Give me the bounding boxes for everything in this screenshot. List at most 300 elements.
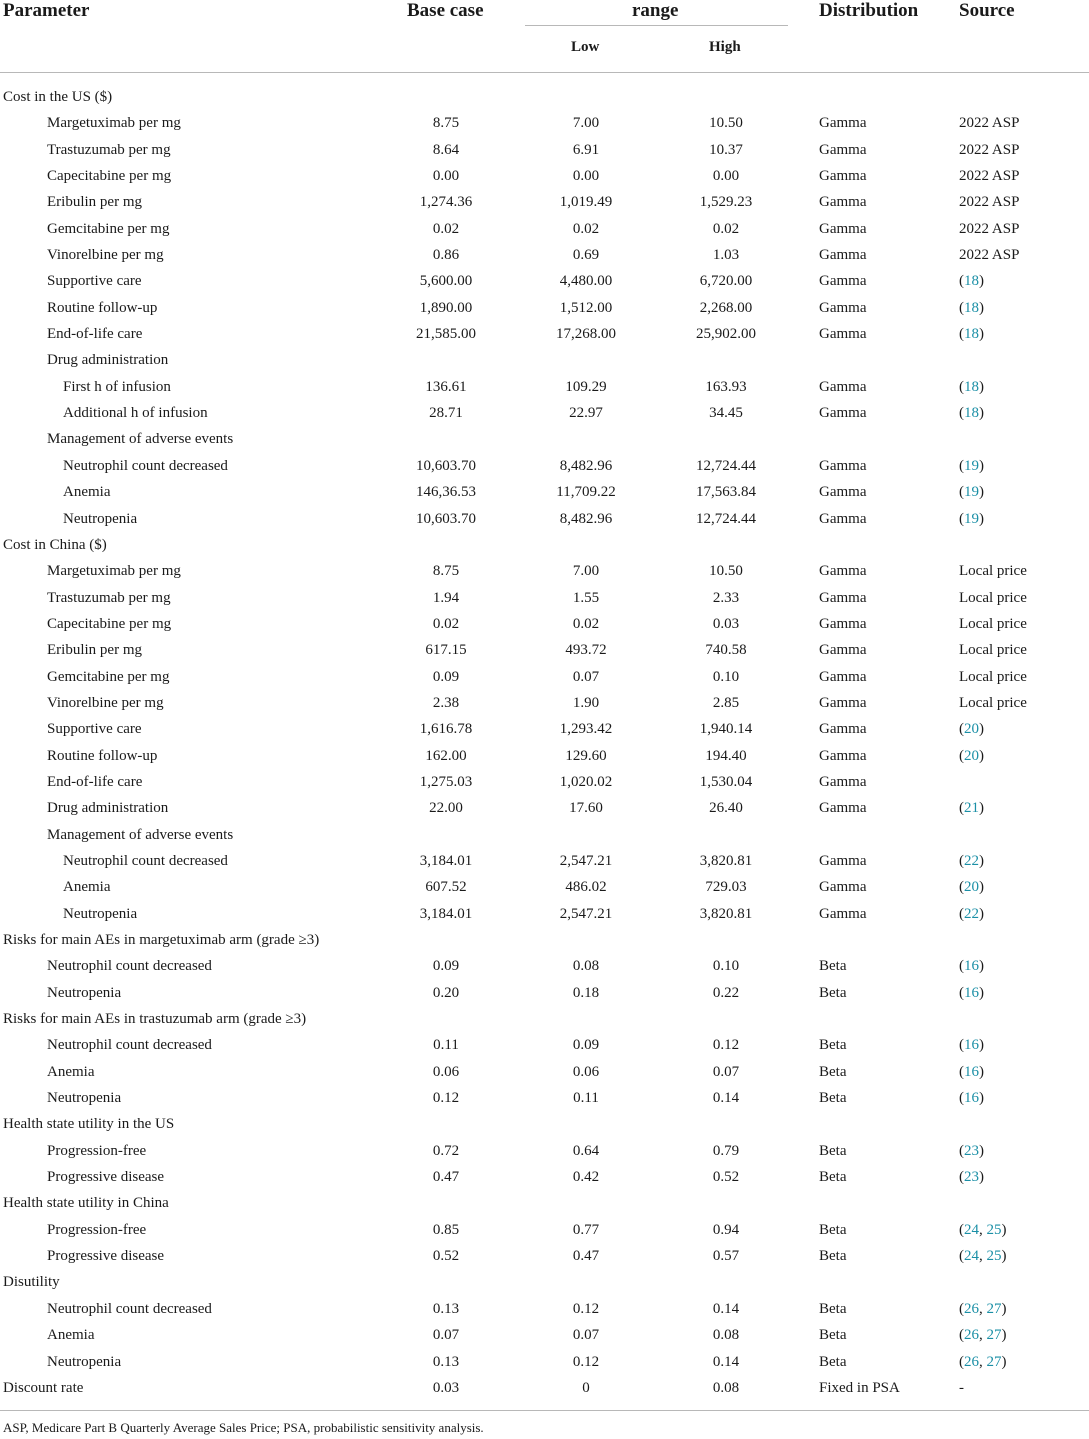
low-cell: 6.91 xyxy=(572,141,600,158)
parameter-cell: Cost in China ($) xyxy=(3,536,107,553)
base-case-cell: 617.15 xyxy=(425,642,467,659)
parameter-cell: Vinorelbine per mg xyxy=(47,694,164,711)
source-cell: Local price xyxy=(959,694,1027,711)
table-row xyxy=(0,769,1089,795)
distribution-cell: Gamma xyxy=(819,773,867,790)
base-case-cell: 3,184.01 xyxy=(419,852,473,869)
source-cell: (26, 27) xyxy=(959,1300,1007,1317)
high-cell: 2,268.00 xyxy=(699,299,753,316)
table-section-row xyxy=(0,927,1089,953)
parameter-cell: End-of-life care xyxy=(47,773,143,790)
reference-link[interactable]: 16 xyxy=(964,958,979,975)
reference-link[interactable]: 16 xyxy=(964,984,979,1001)
base-case-cell: 0.09 xyxy=(432,958,460,975)
reference-link[interactable]: 16 xyxy=(964,1063,979,1080)
distribution-cell: Beta xyxy=(819,1142,847,1159)
source-cell: 2022 ASP xyxy=(959,194,1020,211)
parameter-cell: Neutropenia xyxy=(47,1090,122,1107)
parameter-cell: Capecitabine per mg xyxy=(47,168,172,185)
table-row xyxy=(0,110,1089,136)
base-case-cell: 607.52 xyxy=(425,879,467,896)
distribution-cell: Gamma xyxy=(819,642,867,659)
parameter-cell: Neutrophil count decreased xyxy=(47,1037,212,1054)
base-case-cell: 0.03 xyxy=(432,1379,460,1396)
table-row xyxy=(0,848,1089,874)
table-row xyxy=(0,479,1089,505)
low-cell: 0.69 xyxy=(572,247,600,264)
high-cell: 2.85 xyxy=(712,694,740,711)
parameter-cell: Gemcitabine per mg xyxy=(47,668,170,685)
parameter-cell: Progression-free xyxy=(47,1221,147,1238)
distribution-cell: Gamma xyxy=(819,194,867,211)
low-cell: 1,019.49 xyxy=(559,194,613,211)
reference-link[interactable]: 18 xyxy=(964,405,979,422)
table-row xyxy=(0,953,1089,979)
high-cell: 10.50 xyxy=(709,563,743,580)
low-cell: 7.00 xyxy=(572,563,600,580)
high-cell: 0.00 xyxy=(712,168,740,185)
table-row xyxy=(0,716,1089,742)
distribution-cell: Gamma xyxy=(819,905,867,922)
reference-link[interactable]: 25 xyxy=(986,1221,1002,1238)
source-cell: (20) xyxy=(959,721,984,738)
table-row xyxy=(0,321,1089,347)
table-section-row xyxy=(0,84,1089,110)
base-case-cell: 0.52 xyxy=(432,1248,460,1265)
high-cell: 12,724.44 xyxy=(696,457,756,474)
table-body xyxy=(0,84,1089,1401)
low-cell: 0.02 xyxy=(572,615,600,632)
distribution-cell: Gamma xyxy=(819,273,867,290)
table-row xyxy=(0,1322,1089,1348)
reference-link[interactable]: 21 xyxy=(964,800,979,817)
table-row xyxy=(0,1217,1089,1243)
base-case-cell: 22.00 xyxy=(429,800,463,817)
low-cell: 0.47 xyxy=(572,1248,600,1265)
reference-link[interactable]: 19 xyxy=(964,484,979,501)
base-case-cell: 28.71 xyxy=(429,405,463,422)
reference-link[interactable]: 16 xyxy=(964,1037,979,1054)
distribution-cell: Beta xyxy=(819,1169,847,1186)
reference-link[interactable]: 22 xyxy=(964,852,979,869)
reference-link[interactable]: 18 xyxy=(964,326,979,343)
reference-link[interactable]: 26 xyxy=(964,1327,979,1344)
high-cell: 729.03 xyxy=(705,879,747,896)
low-cell: 109.29 xyxy=(565,378,607,395)
low-cell: 0.77 xyxy=(572,1221,600,1238)
header-source: Source xyxy=(959,0,1015,21)
high-cell: 25,902.00 xyxy=(696,326,756,343)
source-cell: (16) xyxy=(959,1063,984,1080)
distribution-cell: Gamma xyxy=(819,405,867,422)
high-cell: 1,940.14 xyxy=(699,721,753,738)
table-row xyxy=(0,374,1089,400)
table-row xyxy=(0,1085,1089,1111)
low-cell: 129.60 xyxy=(565,747,607,764)
header-low: Low xyxy=(571,39,600,55)
table-row xyxy=(0,1138,1089,1164)
table-row xyxy=(0,453,1089,479)
parameter-cell: Management of adverse events xyxy=(47,431,234,448)
base-case-cell: 0.11 xyxy=(433,1037,459,1054)
distribution-cell: Gamma xyxy=(819,694,867,711)
header-base-case: Base case xyxy=(407,0,484,21)
base-case-cell: 0.47 xyxy=(432,1169,460,1186)
source-cell: (23) xyxy=(959,1169,984,1186)
reference-link[interactable]: 18 xyxy=(964,273,979,290)
parameter-cell: Neutropenia xyxy=(47,984,122,1001)
reference-link[interactable]: 22 xyxy=(964,905,979,922)
high-cell: 2.33 xyxy=(712,589,740,606)
parameter-cell: Margetuximab per mg xyxy=(47,115,181,132)
table-header xyxy=(0,0,1089,26)
table-row xyxy=(0,1032,1089,1058)
reference-link[interactable]: 16 xyxy=(964,1090,979,1107)
low-cell: 0.07 xyxy=(572,1327,600,1344)
high-cell: 0.52 xyxy=(712,1169,740,1186)
high-cell: 163.93 xyxy=(705,378,747,395)
low-cell: 0.12 xyxy=(572,1300,600,1317)
table-row xyxy=(0,980,1089,1006)
low-cell: 1.55 xyxy=(572,589,600,606)
source-cell: (18) xyxy=(959,378,984,395)
parameter-cell: Trastuzumab per mg xyxy=(47,589,171,606)
table-row xyxy=(0,137,1089,163)
parameter-cell: Neutropenia xyxy=(63,510,138,527)
distribution-cell: Beta xyxy=(819,1300,847,1317)
high-cell: 10.50 xyxy=(709,115,743,132)
high-cell: 0.07 xyxy=(712,1063,740,1080)
parameter-cell: Health state utility in the US xyxy=(3,1116,175,1133)
parameter-cell: Discount rate xyxy=(3,1379,84,1396)
table-row xyxy=(0,1349,1089,1375)
table-row xyxy=(0,874,1089,900)
source-cell: Local price xyxy=(959,642,1027,659)
base-case-cell: 0.02 xyxy=(432,615,460,632)
high-cell: 0.02 xyxy=(712,220,740,237)
high-cell: 0.08 xyxy=(712,1379,740,1396)
high-cell: 0.10 xyxy=(712,668,740,685)
reference-link[interactable]: 20 xyxy=(964,747,979,764)
table-row xyxy=(0,426,1089,452)
source-cell: - xyxy=(959,1379,964,1396)
parameter-cell: Neutropenia xyxy=(47,1353,122,1370)
base-case-cell: 10,603.70 xyxy=(416,510,476,527)
base-case-cell: 0.86 xyxy=(432,247,460,264)
parameter-cell: Progressive disease xyxy=(47,1169,165,1186)
base-case-cell: 8.75 xyxy=(432,115,460,132)
reference-link[interactable]: 24 xyxy=(964,1248,979,1265)
high-cell: 3,820.81 xyxy=(699,905,753,922)
reference-link[interactable]: 24 xyxy=(964,1221,979,1238)
reference-link[interactable]: 23 xyxy=(964,1169,979,1186)
parameter-cell: Additional h of infusion xyxy=(63,405,208,422)
table-row xyxy=(0,901,1089,927)
table-section-row xyxy=(0,532,1089,558)
high-cell: 12,724.44 xyxy=(696,510,756,527)
low-cell: 0.07 xyxy=(572,668,600,685)
base-case-cell: 8.75 xyxy=(432,563,460,580)
reference-link[interactable]: 25 xyxy=(986,1248,1002,1265)
reference-link[interactable]: 20 xyxy=(964,721,979,738)
source-cell: (16) xyxy=(959,1037,984,1054)
distribution-cell: Gamma xyxy=(819,457,867,474)
high-cell: 1,530.04 xyxy=(699,773,753,790)
table-section-row xyxy=(0,1269,1089,1295)
low-cell: 17,268.00 xyxy=(556,326,616,343)
high-cell: 0.14 xyxy=(712,1300,740,1317)
low-cell: 1,020.02 xyxy=(559,773,613,790)
table-row xyxy=(0,1059,1089,1085)
base-case-cell: 162.00 xyxy=(425,747,467,764)
reference-link[interactable]: 19 xyxy=(964,510,979,527)
high-cell: 1.03 xyxy=(712,247,740,264)
low-cell: 17.60 xyxy=(569,800,603,817)
low-cell: 0.12 xyxy=(572,1353,600,1370)
low-cell: 0.18 xyxy=(572,984,600,1001)
header-parameter: Parameter xyxy=(3,0,90,21)
source-cell: (20) xyxy=(959,879,984,896)
base-case-cell: 0.02 xyxy=(432,220,460,237)
low-cell: 0.42 xyxy=(572,1169,600,1186)
table-row xyxy=(0,1296,1089,1322)
high-cell: 0.22 xyxy=(712,984,740,1001)
reference-link[interactable]: 26 xyxy=(964,1300,979,1317)
source-cell: 2022 ASP xyxy=(959,168,1020,185)
source-cell: 2022 ASP xyxy=(959,141,1020,158)
parameter-cell: Neutrophil count decreased xyxy=(47,958,212,975)
distribution-cell: Gamma xyxy=(819,800,867,817)
table-row xyxy=(0,743,1089,769)
table-row xyxy=(0,242,1089,268)
parameter-cell: Neutrophil count decreased xyxy=(63,852,228,869)
base-case-cell: 0.72 xyxy=(432,1142,460,1159)
low-cell: 0.11 xyxy=(573,1090,599,1107)
distribution-cell: Gamma xyxy=(819,326,867,343)
parameter-cell: Anemia xyxy=(63,879,111,896)
table-row xyxy=(0,795,1089,821)
source-cell: (18) xyxy=(959,299,984,316)
parameter-cell: Risks for main AEs in margetuximab arm (grade ≥3) xyxy=(3,932,320,948)
reference-link[interactable]: 26 xyxy=(964,1353,979,1370)
distribution-cell: Beta xyxy=(819,1221,847,1238)
reference-link[interactable]: 27 xyxy=(986,1327,1002,1344)
table-row xyxy=(0,189,1089,215)
distribution-cell: Gamma xyxy=(819,879,867,896)
base-case-cell: 21,585.00 xyxy=(416,326,476,343)
low-cell: 0.09 xyxy=(572,1037,600,1054)
high-cell: 0.94 xyxy=(712,1221,740,1238)
source-cell: (24, 25) xyxy=(959,1248,1007,1265)
distribution-cell: Beta xyxy=(819,1248,847,1265)
source-cell: (19) xyxy=(959,510,984,527)
distribution-cell: Beta xyxy=(819,1353,847,1370)
reference-link[interactable]: 27 xyxy=(986,1300,1002,1317)
distribution-cell: Gamma xyxy=(819,247,867,264)
source-cell: (24, 25) xyxy=(959,1221,1007,1238)
source-cell: Local price xyxy=(959,668,1027,685)
parameter-cell: Vinorelbine per mg xyxy=(47,247,164,264)
table-row xyxy=(0,664,1089,690)
distribution-cell: Gamma xyxy=(819,378,867,395)
table-row xyxy=(0,506,1089,532)
parameter-cell: Routine follow-up xyxy=(47,747,158,764)
low-cell: 1,293.42 xyxy=(559,721,613,738)
high-cell: 0.12 xyxy=(712,1037,740,1054)
table-row xyxy=(0,216,1089,242)
header-distribution: Distribution xyxy=(819,0,919,21)
low-cell: 11,709.22 xyxy=(556,484,616,501)
table-row xyxy=(0,558,1089,584)
base-case-cell: 0.13 xyxy=(432,1353,460,1370)
header-range: range xyxy=(632,0,679,21)
reference-link[interactable]: 20 xyxy=(964,879,979,896)
parameter-cell: Supportive care xyxy=(47,273,142,290)
source-cell: Local price xyxy=(959,589,1027,606)
distribution-cell: Gamma xyxy=(819,220,867,237)
table-row xyxy=(0,347,1089,373)
table-row xyxy=(0,822,1089,848)
source-cell: (18) xyxy=(959,326,984,343)
source-cell: (22) xyxy=(959,852,984,869)
parameter-cell: Anemia xyxy=(47,1327,95,1344)
source-cell: (23) xyxy=(959,1142,984,1159)
table-section-row xyxy=(0,1006,1089,1032)
header-rule xyxy=(0,72,1089,73)
reference-link[interactable]: 27 xyxy=(986,1353,1002,1370)
base-case-cell: 5,600.00 xyxy=(419,273,473,290)
base-case-cell: 2.38 xyxy=(432,694,460,711)
source-cell: (26, 27) xyxy=(959,1353,1007,1370)
source-cell: (16) xyxy=(959,984,984,1001)
parameter-cell: Progression-free xyxy=(47,1142,147,1159)
source-cell: 2022 ASP xyxy=(959,247,1020,264)
table-section-row xyxy=(0,1190,1089,1216)
low-cell: 493.72 xyxy=(565,642,607,659)
high-cell: 1,529.23 xyxy=(699,194,753,211)
source-cell: Local price xyxy=(959,615,1027,632)
parameter-cell: Risks for main AEs in trastuzumab arm (grade ≥3) xyxy=(3,1011,307,1028)
high-cell: 0.57 xyxy=(712,1248,740,1265)
distribution-cell: Gamma xyxy=(819,299,867,316)
parameter-cell: Neutrophil count decreased xyxy=(63,457,228,474)
distribution-cell: Gamma xyxy=(819,852,867,869)
base-case-cell: 1,274.36 xyxy=(419,194,473,211)
bottom-rule xyxy=(0,1410,1089,1411)
distribution-cell: Gamma xyxy=(819,721,867,738)
source-cell: (21) xyxy=(959,800,984,817)
low-cell: 7.00 xyxy=(572,115,600,132)
parameter-cell: Eribulin per mg xyxy=(47,194,142,211)
parameter-cell: Margetuximab per mg xyxy=(47,563,181,580)
source-cell: (16) xyxy=(959,958,984,975)
source-cell: (26, 27) xyxy=(959,1327,1007,1344)
parameter-cell: Capecitabine per mg xyxy=(47,615,172,632)
source-cell: Local price xyxy=(959,563,1027,580)
low-cell: 0.08 xyxy=(572,958,600,975)
table-footnote: ASP, Medicare Part B Quarterly Average Sales Price; PSA, probabilistic sensitivity analysis. xyxy=(3,1420,484,1435)
low-cell: 1,512.00 xyxy=(559,299,613,316)
low-cell: 0.64 xyxy=(572,1142,600,1159)
high-cell: 194.40 xyxy=(705,747,747,764)
source-cell: (19) xyxy=(959,484,984,501)
distribution-cell: Beta xyxy=(819,984,847,1001)
base-case-cell: 0.00 xyxy=(432,168,460,185)
base-case-cell: 0.07 xyxy=(432,1327,460,1344)
parameter-cell: First h of infusion xyxy=(63,378,171,395)
base-case-cell: 1,275.03 xyxy=(419,773,473,790)
low-cell: 1.90 xyxy=(572,694,600,711)
distribution-cell: Beta xyxy=(819,1327,847,1344)
high-cell: 0.03 xyxy=(712,615,740,632)
reference-link[interactable]: 23 xyxy=(964,1142,979,1159)
high-cell: 6,720.00 xyxy=(699,273,753,290)
parameter-cell: Disutility xyxy=(3,1274,60,1291)
base-case-cell: 0.06 xyxy=(432,1063,460,1080)
parameter-cell: Drug administration xyxy=(47,352,169,369)
reference-link[interactable]: 18 xyxy=(964,378,979,395)
low-cell: 8,482.96 xyxy=(559,457,613,474)
parameter-cell: Drug administration xyxy=(47,800,169,817)
source-cell: (16) xyxy=(959,1090,984,1107)
high-cell: 0.10 xyxy=(712,958,740,975)
source-cell: (19) xyxy=(959,457,984,474)
parameter-cell: Anemia xyxy=(47,1063,95,1080)
distribution-cell: Fixed in PSA xyxy=(819,1379,900,1396)
parameter-cell: Neutropenia xyxy=(63,905,138,922)
distribution-cell: Gamma xyxy=(819,141,867,158)
base-case-cell: 10,603.70 xyxy=(416,457,476,474)
parameter-cell: End-of-life care xyxy=(47,326,143,343)
table-row xyxy=(0,400,1089,426)
reference-link[interactable]: 18 xyxy=(964,299,979,316)
distribution-cell: Beta xyxy=(819,1063,847,1080)
distribution-cell: Gamma xyxy=(819,668,867,685)
distribution-cell: Gamma xyxy=(819,115,867,132)
low-cell: 8,482.96 xyxy=(559,510,613,527)
base-case-cell: 1,616.78 xyxy=(419,721,473,738)
distribution-cell: Gamma xyxy=(819,510,867,527)
table-row xyxy=(0,585,1089,611)
parameter-cell: Anemia xyxy=(63,484,111,501)
parameter-cell: Management of adverse events xyxy=(47,826,234,843)
high-cell: 26.40 xyxy=(709,800,743,817)
table-row xyxy=(0,1164,1089,1190)
source-cell: 2022 ASP xyxy=(959,220,1020,237)
source-cell: 2022 ASP xyxy=(959,115,1020,132)
header-high: High xyxy=(709,39,741,55)
parameter-cell: Cost in the US ($) xyxy=(3,89,113,105)
reference-link[interactable]: 19 xyxy=(964,457,979,474)
table-row xyxy=(0,611,1089,637)
table-row xyxy=(0,637,1089,663)
high-cell: 10.37 xyxy=(709,141,743,158)
table-row xyxy=(0,295,1089,321)
distribution-cell: Beta xyxy=(819,1037,847,1054)
distribution-cell: Gamma xyxy=(819,563,867,580)
parameter-cell: Neutrophil count decreased xyxy=(47,1300,212,1317)
low-cell: 0 xyxy=(582,1379,590,1396)
distribution-cell: Beta xyxy=(819,958,847,975)
table-row xyxy=(0,163,1089,189)
high-cell: 0.14 xyxy=(712,1353,740,1370)
table-row xyxy=(0,1243,1089,1269)
low-cell: 4,480.00 xyxy=(559,273,613,290)
base-case-cell: 3,184.01 xyxy=(419,905,473,922)
table-row xyxy=(0,690,1089,716)
range-divider xyxy=(525,25,788,26)
base-case-cell: 0.13 xyxy=(432,1300,460,1317)
